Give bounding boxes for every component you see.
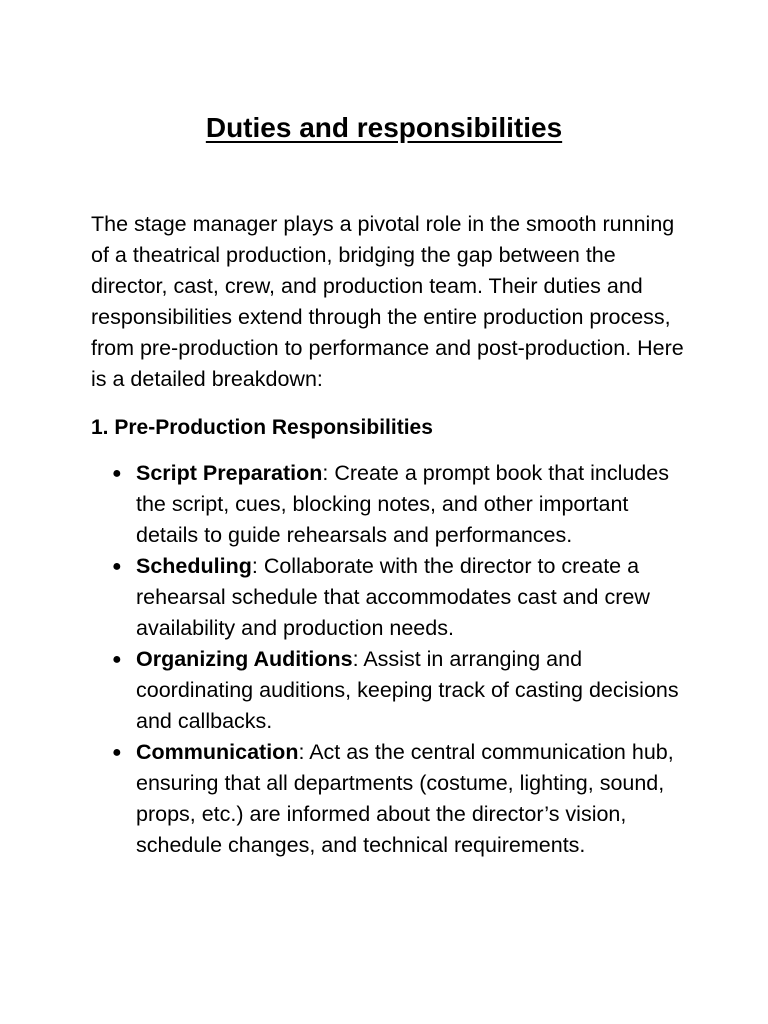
item-description: : Act as the central communication hub, ensuring that all departments (costume, lighting, sound, props, etc.) are informed about the director’s vision, schedule changes, and technical requirements. (136, 740, 674, 857)
list-item (112, 458, 696, 551)
item-description: : Create a prompt book that includes the script, cues, blocking notes, and other important details to guide rehearsals and performances. (136, 461, 669, 547)
item-description: : Collaborate with the director to create a rehearsal schedule that accommodates cast and crew availability and production needs. (136, 554, 650, 640)
bullet-icon: ● (112, 744, 122, 761)
list-item (112, 644, 696, 737)
bullet-icon: ● (112, 558, 122, 575)
bullet-icon: ● (112, 465, 122, 482)
item-term: Organizing Auditions (136, 647, 353, 671)
item-description: : Assist in arranging and coordinating auditions, keeping track of casting decisions and callbacks. (136, 647, 679, 733)
page-title: Duties and responsibilities (205, 112, 563, 143)
item-term: Communication (136, 740, 299, 764)
intro-paragraph: The stage manager plays a pivotal role in the smooth running of a theatrical production, bridging the gap between the director, cast, crew, and production team. Their duties and responsibilities extend through the entire production process, from pre-production to performance and post-production. Here is a detailed breakdown: (91, 212, 684, 391)
list-item (112, 551, 696, 644)
list-item (112, 737, 696, 861)
responsibilities-list (112, 458, 696, 861)
item-term: Scheduling (136, 554, 252, 578)
item-term: Script Preparation (136, 461, 323, 485)
section-heading: 1. Pre-Production Responsibilities (91, 416, 433, 439)
bullet-icon: ● (112, 651, 122, 668)
